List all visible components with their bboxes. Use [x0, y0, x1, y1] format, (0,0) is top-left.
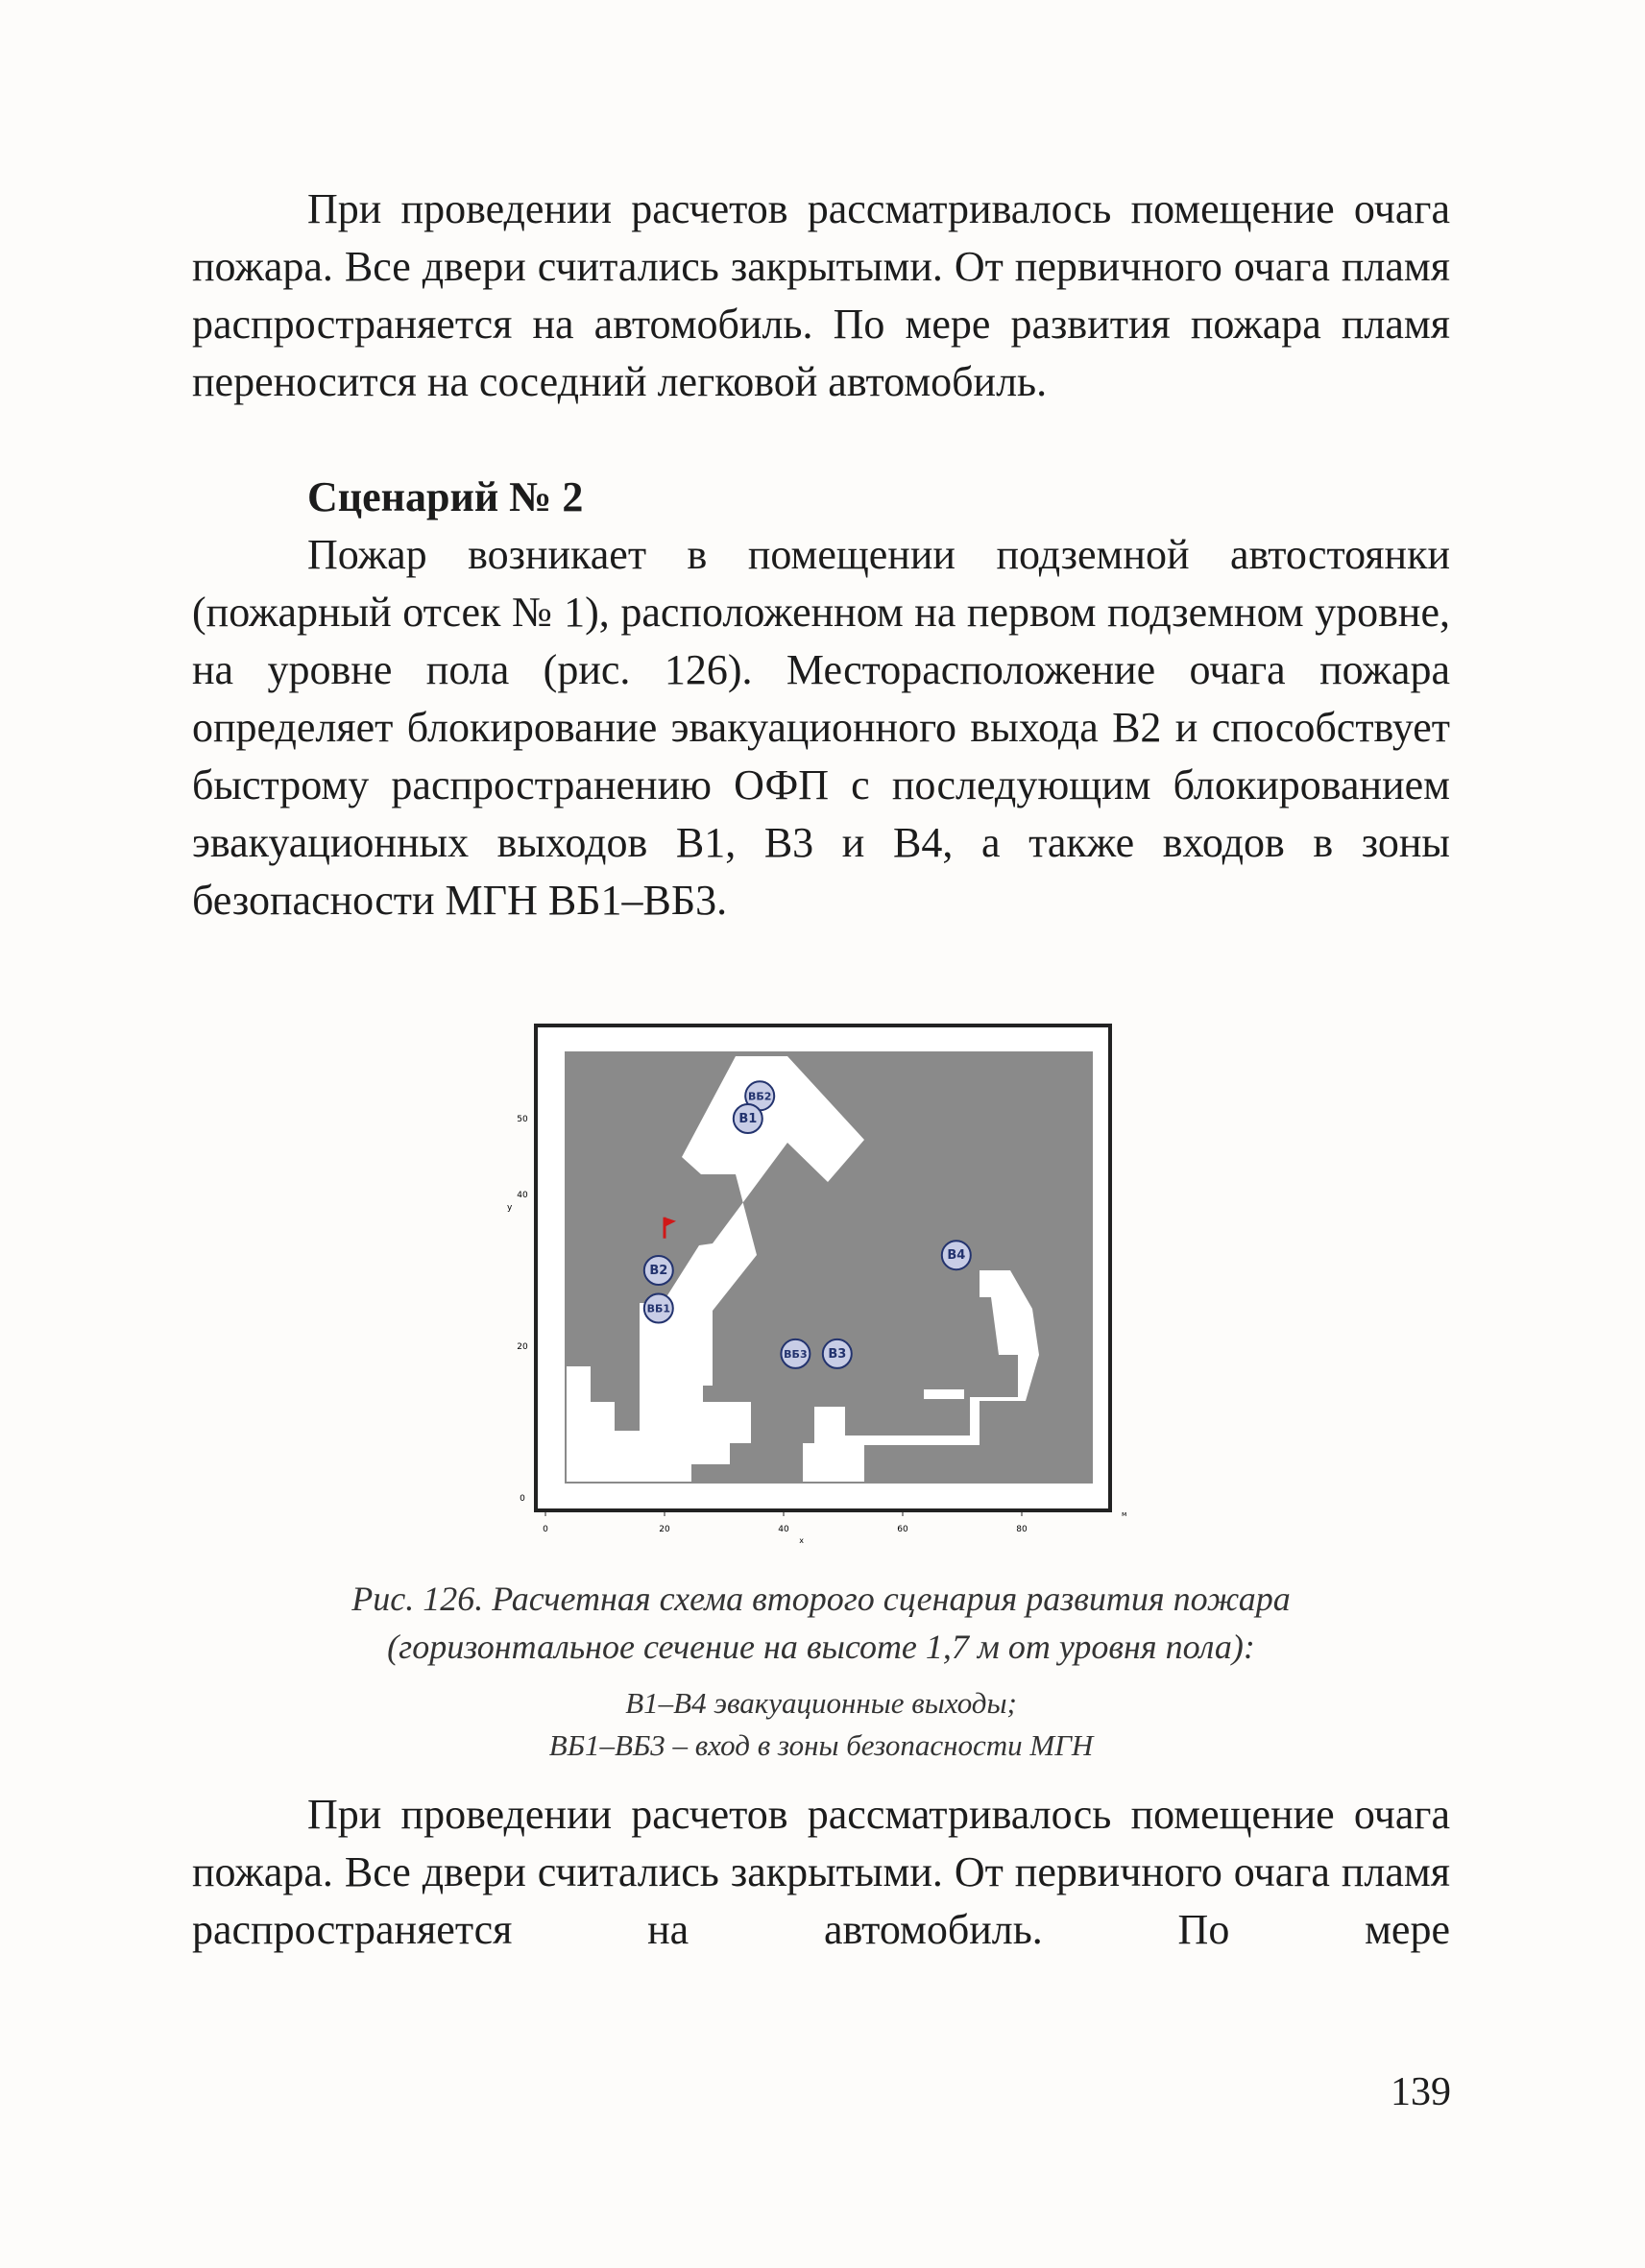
x-tick-label: 20 [659, 1525, 670, 1534]
x-tick-label: 40 [778, 1525, 789, 1534]
exit-marker-label: ВБ3 [784, 1347, 808, 1361]
y-tick-label: 50 [517, 1115, 528, 1124]
figure-126 [499, 1013, 1133, 1551]
y-axis-label: y [507, 1202, 513, 1213]
paragraph-3-text: При проведении расчетов рассматривалось помещение очага пожара. Все двери считались закрытыми. От первичного очага пламя распространяется на автомобиль. По мере [192, 1791, 1450, 1953]
legend-line-2: ВБ1–ВБ3 – вход в зоны безопасности МГН [548, 1728, 1094, 1762]
floor-plan-diagram [499, 1013, 1133, 1551]
exit-marker-label: В3 [828, 1346, 847, 1362]
x-tick-label: 80 [1016, 1525, 1028, 1534]
paragraph-3 [192, 1786, 1450, 1959]
x-axis-label: x [799, 1536, 804, 1545]
paragraph-2 [192, 526, 1450, 929]
exit-marker-label: В4 [947, 1248, 966, 1264]
caption-line-2: (горизонтальное сечение на высоте 1,7 м от уровня пола): [387, 1628, 1255, 1666]
y-tick-label: 40 [517, 1191, 528, 1200]
x-tick-label: 0 [543, 1525, 548, 1534]
figure-caption [192, 1575, 1450, 1671]
page-number: 139 [1391, 2070, 1451, 2114]
paragraph-1 [192, 181, 1450, 411]
figure-legend [192, 1682, 1450, 1767]
y-tick-label: 0 [520, 1494, 525, 1504]
x-tick-label: 60 [897, 1525, 908, 1534]
x-unit-label: м [1122, 1510, 1127, 1518]
exit-marker-label: В2 [649, 1264, 668, 1278]
exit-marker-label: ВБ2 [747, 1090, 772, 1103]
legend-line-1: В1–В4 эвакуационные выходы; [625, 1686, 1017, 1720]
scenario-heading: Сценарий № 2 [307, 473, 584, 520]
y-tick-label: 20 [517, 1342, 528, 1352]
paragraph-1-text: При проведении расчетов рассматривалось помещение очага пожара. Все двери считались закрытыми. От первичного очага пламя распространяется на автомобиль. По мере развития пожара пламя переносится на соседний легковой автомобиль. [192, 185, 1450, 405]
caption-line-1: Рис. 126. Расчетная схема второго сценария развития пожара [351, 1580, 1291, 1618]
paragraph-2-text: Пожар возникает в помещении подземной автостоянки (пожарный отсек № 1), расположенном на первом подземном уровне, на уровне пола (рис. 126). Месторасположение очага пожара определяет блокирование эвакуационного выхода В2 и способствует быстрому распространению ОФП с последующим блокированием эвакуационных выходов В1, В3 и В4, а также входов в зоны безопасности МГН ВБ1–ВБ3. [192, 531, 1450, 924]
exit-marker-label: В1 [738, 1112, 758, 1126]
exit-marker-label: ВБ1 [646, 1302, 671, 1315]
